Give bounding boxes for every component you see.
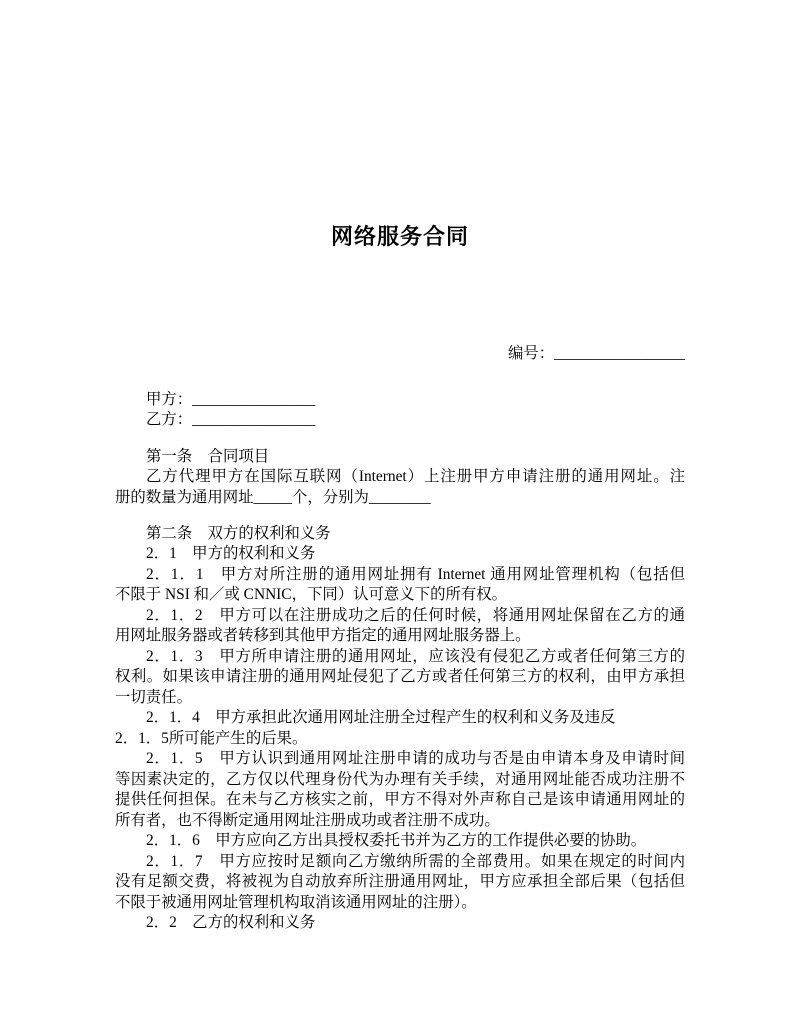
contract-line: 2．1．2 甲方可以在注册成功之后的任何时候，将通用网址保留在乙方的通: [146, 606, 685, 624]
contract-line: 2．1．3 甲方所申请注册的通用网址，应该没有侵犯乙方或者任何第三方的: [146, 647, 685, 665]
contract-line: 权利。如果该申请注册的通用网址侵犯了乙方或者任何第三方的权利，由甲方承担: [115, 668, 685, 685]
contract-body: [115, 344, 685, 934]
contract-line: 2．1．1 甲方对所注册的通用网址拥有 Internet 通用网址管理机构（包括但: [146, 565, 685, 583]
contract-line: 所有者，也不得断定通用网址注册成功或者注册不成功。: [115, 811, 500, 829]
contract-line: 等因素决定的，乙方仅以代理身份代为办理有关手续，对通用网址能否成功注册不: [115, 770, 685, 788]
contract-line: 2．1．5所可能产生的后果。: [115, 729, 308, 747]
contract-line: 没有足额交费，将被视为自动放弃所注册通用网址，甲方应承担全部后果（包括但: [115, 873, 685, 890]
contract-document: [115, 0, 685, 934]
contract-line: 2．1．4 甲方承担此次通用网址注册全过程产生的权利和义务及违反: [146, 709, 616, 726]
contract-line: 不限于被通用网址管理机构取消该通用网址的注册）。: [115, 893, 477, 911]
contract-line: 乙方代理甲方在国际互联网（Internet）上注册甲方申请注册的通用网址。注: [146, 468, 685, 485]
contract-line: 不限于 NSI 和／或 CNNIC，下同）认可意义下的所有权。: [115, 586, 508, 603]
contract-line: 2．1．7 甲方应按时足额向乙方缴纳所需的全部费用。如果在规定的时间内: [146, 852, 685, 870]
contract-line: 提供任何担保。在未与乙方核实之前，甲方不得对外声称自己是该申请通用网址的: [115, 791, 685, 808]
contract-title: 网络服务合同: [330, 224, 469, 249]
contract-line: 乙方：________________: [146, 411, 316, 428]
contract-line: 第一条 合同项目: [146, 447, 270, 465]
contract-line: 2．1．6 甲方应向乙方出具授权委托书并为乙方的工作提供必要的协助。: [146, 832, 647, 849]
contract-line: 2．2 乙方的权利和义务: [146, 914, 316, 931]
contract-number-line: 编号：_________________: [508, 345, 685, 362]
contract-line: 一切责任。: [115, 688, 192, 706]
contract-line: 2．1 甲方的权利和义务: [146, 545, 316, 562]
contract-line: 第二条 双方的权利和义务: [146, 524, 331, 542]
contract-line: 甲方：________________: [146, 390, 316, 408]
contract-line: 册的数量为通用网址_____个，分别为________: [115, 488, 431, 506]
contract-line: 用网址服务器或者转移到其他甲方指定的通用网址服务器上。: [115, 627, 531, 644]
contract-line: 2．1．5 甲方认识到通用网址注册申请的成功与否是由申请本身及申请时间: [146, 750, 685, 767]
